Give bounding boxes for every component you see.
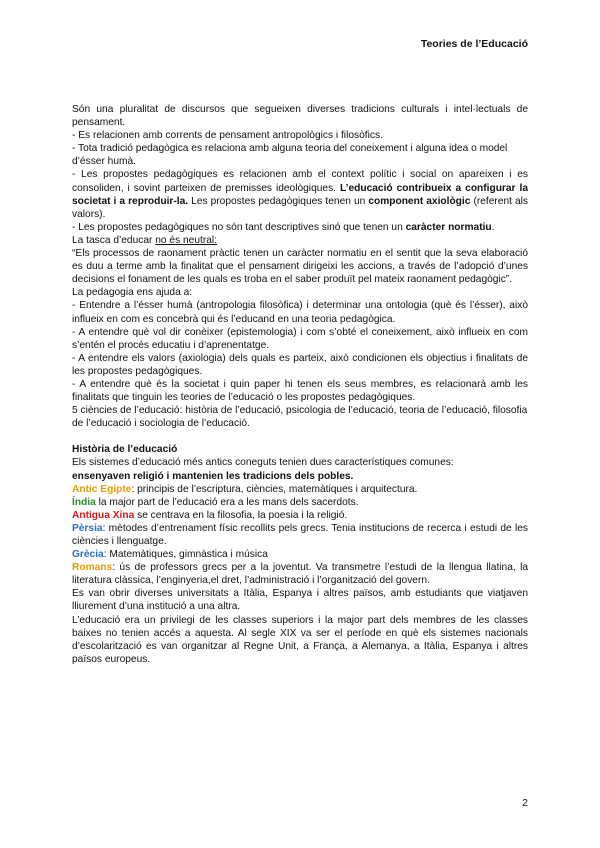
text-antic-egipte: : principis de l’escriptura, ciències, matemàtiques i arquitectura.	[131, 483, 418, 495]
intro-paragraph: Són una pluralitat de discursos que segueixen diverses tradicions culturals i intel·lectuals de pensament.	[72, 104, 528, 129]
bullet-4-text-a: - Les propostes pedagògiques no són tant descriptives sinó que tenen un	[72, 221, 406, 233]
running-header: Teories de l’Educació	[420, 38, 528, 50]
tasca-line	[72, 234, 528, 247]
sciences-paragraph: 5 ciències de l’educació: història de l’educació, psicologia de l’educació, teoria de l’educació, filosofia de l’educació i sociologia de l’educació.	[72, 405, 528, 430]
history-item-persia	[72, 522, 528, 548]
history-item-india	[72, 496, 528, 509]
text-india: la major part de l’educació era a les mans dels sacerdots.	[95, 496, 359, 508]
text-persia: : mètodes d’entrenament físic recollits pels grecs. Tenia institucions de recerca i estudi de les ciències i llenguatge.	[72, 522, 528, 547]
page-content	[72, 103, 528, 666]
bullet-4-text-b: .	[491, 221, 495, 233]
label-persia: Pèrsia	[72, 522, 103, 534]
history-item-egypt	[72, 483, 528, 496]
tasca-prefix: La tasca d’educar	[72, 234, 156, 246]
bullet-3-text-a: - Les propostes pedagògiques es relacionen amb el context polític i social on apareixen i es consoliden, i sovint parteixen de premisses ideològiques.	[72, 169, 528, 194]
history-title: Història de l’educació	[72, 444, 178, 456]
text-antigua-xina: se centrava en la filosofia, la poesia i la religió.	[134, 509, 348, 521]
bullet-2: - Tota tradició pedagògica es relaciona amb alguna teoria del coneixement i alguna idea o model d’ésser humà.	[72, 143, 508, 168]
help-item-2: - A entendre què vol dir conèixer (epistemologia) i com s’obté el coneixement, això influeix en com s’entén el procés educatiu i d’aprenentatge.	[72, 326, 528, 351]
help-item-4: - A entendre què és la societat i quin paper hi tenen els seus membres, es relacionarà amb les finalitats que tinguin les teories de l’educació o les propostes pedagògiques.	[72, 378, 528, 404]
bullet-4-bold: caràcter normatiu	[405, 221, 492, 233]
bullet-1: - Es relacionen amb corrents de pensament antropològics i filosòfics.	[72, 130, 383, 142]
label-romans: Romans	[72, 562, 113, 574]
label-antic-egipte: Antic Egipte	[72, 483, 132, 495]
tasca-underline: no és neutral:	[155, 234, 217, 246]
bullet-3-text-c: (referent als valors).	[72, 195, 528, 220]
label-grecia: Grècia	[72, 549, 104, 561]
history-item-greece	[72, 548, 528, 561]
bullet-3-text-b: Les propostes pedagògiques tenen un	[188, 195, 369, 207]
history-paragraph-universities: Es van obrir diverses universitats a Itàlia, Espanya i altres països, amb estudiants que viatjaven lliurement d’una institució a una altra.	[72, 588, 528, 613]
bullet-3	[72, 168, 528, 220]
bullet-3-bold-a: L’educació contribueix a configurar la societat i a reproduir-la.	[72, 182, 529, 207]
bullet-4	[72, 221, 528, 234]
section-spacer	[72, 430, 528, 443]
history-intro-bold: ensenyaven religió i mantenien les tradicions dels pobles.	[72, 470, 354, 482]
text-grecia: : Matemàtiques, gimnàstica i música	[103, 549, 268, 561]
label-antigua-xina: Antigua Xina	[72, 509, 135, 521]
history-intro: Els sistemes d’educació més antics coneguts tenien dues característiques comunes:	[72, 457, 454, 469]
page-number: 2	[522, 797, 528, 809]
text-romans: : ús de professors grecs per a la joventut. Va transmetre l’estudi de la llengua llatina, la literatura clàssica, l’enginyeria,el dret, l’administració i l’organització del govern.	[72, 562, 528, 587]
help-item-3: - A entendre els valors (axiologia) dels quals es parteix, això condicionen els objectius i finalitats de les propostes pedagògiques.	[72, 352, 528, 377]
history-paragraph-privilege: L’educació era un privilegi de les classes superiors i la major part dels membres de les classes baixes no tenien accés a aquesta. Al segle XIX va ser el període en què els sistemes nacionals d’escolarització es van organitzar al Regne Unit, a França, a Alemanya, a Itàlia, Espanya i altres països europeus.	[72, 614, 528, 665]
history-item-china	[72, 509, 528, 522]
help-item-1: - Entendre a l’ésser humà (antropologia filosòfica) i determinar una ontologia (què és l’ésser), això influeix en com es concebrà qui és l’educand en una teoria pedagògica.	[72, 300, 528, 325]
helps-intro: La pedagogia ens ajuda a:	[72, 287, 193, 299]
label-india: Índia	[72, 496, 96, 508]
history-item-rome	[72, 561, 528, 587]
bullet-3-bold-b: component axiològic	[368, 195, 471, 207]
quote-paragraph: “Els processos de raonament pràctic tenen un caràcter normatiu en el sentit que la seva elaboració es duu a terme amb la finalitat que el pensament dirigeixi les accions, a través de l’adopció d’unes decisions el fonament de les quals es troba en el saber produït pel mateix raonament pedagògic”.	[72, 248, 528, 286]
